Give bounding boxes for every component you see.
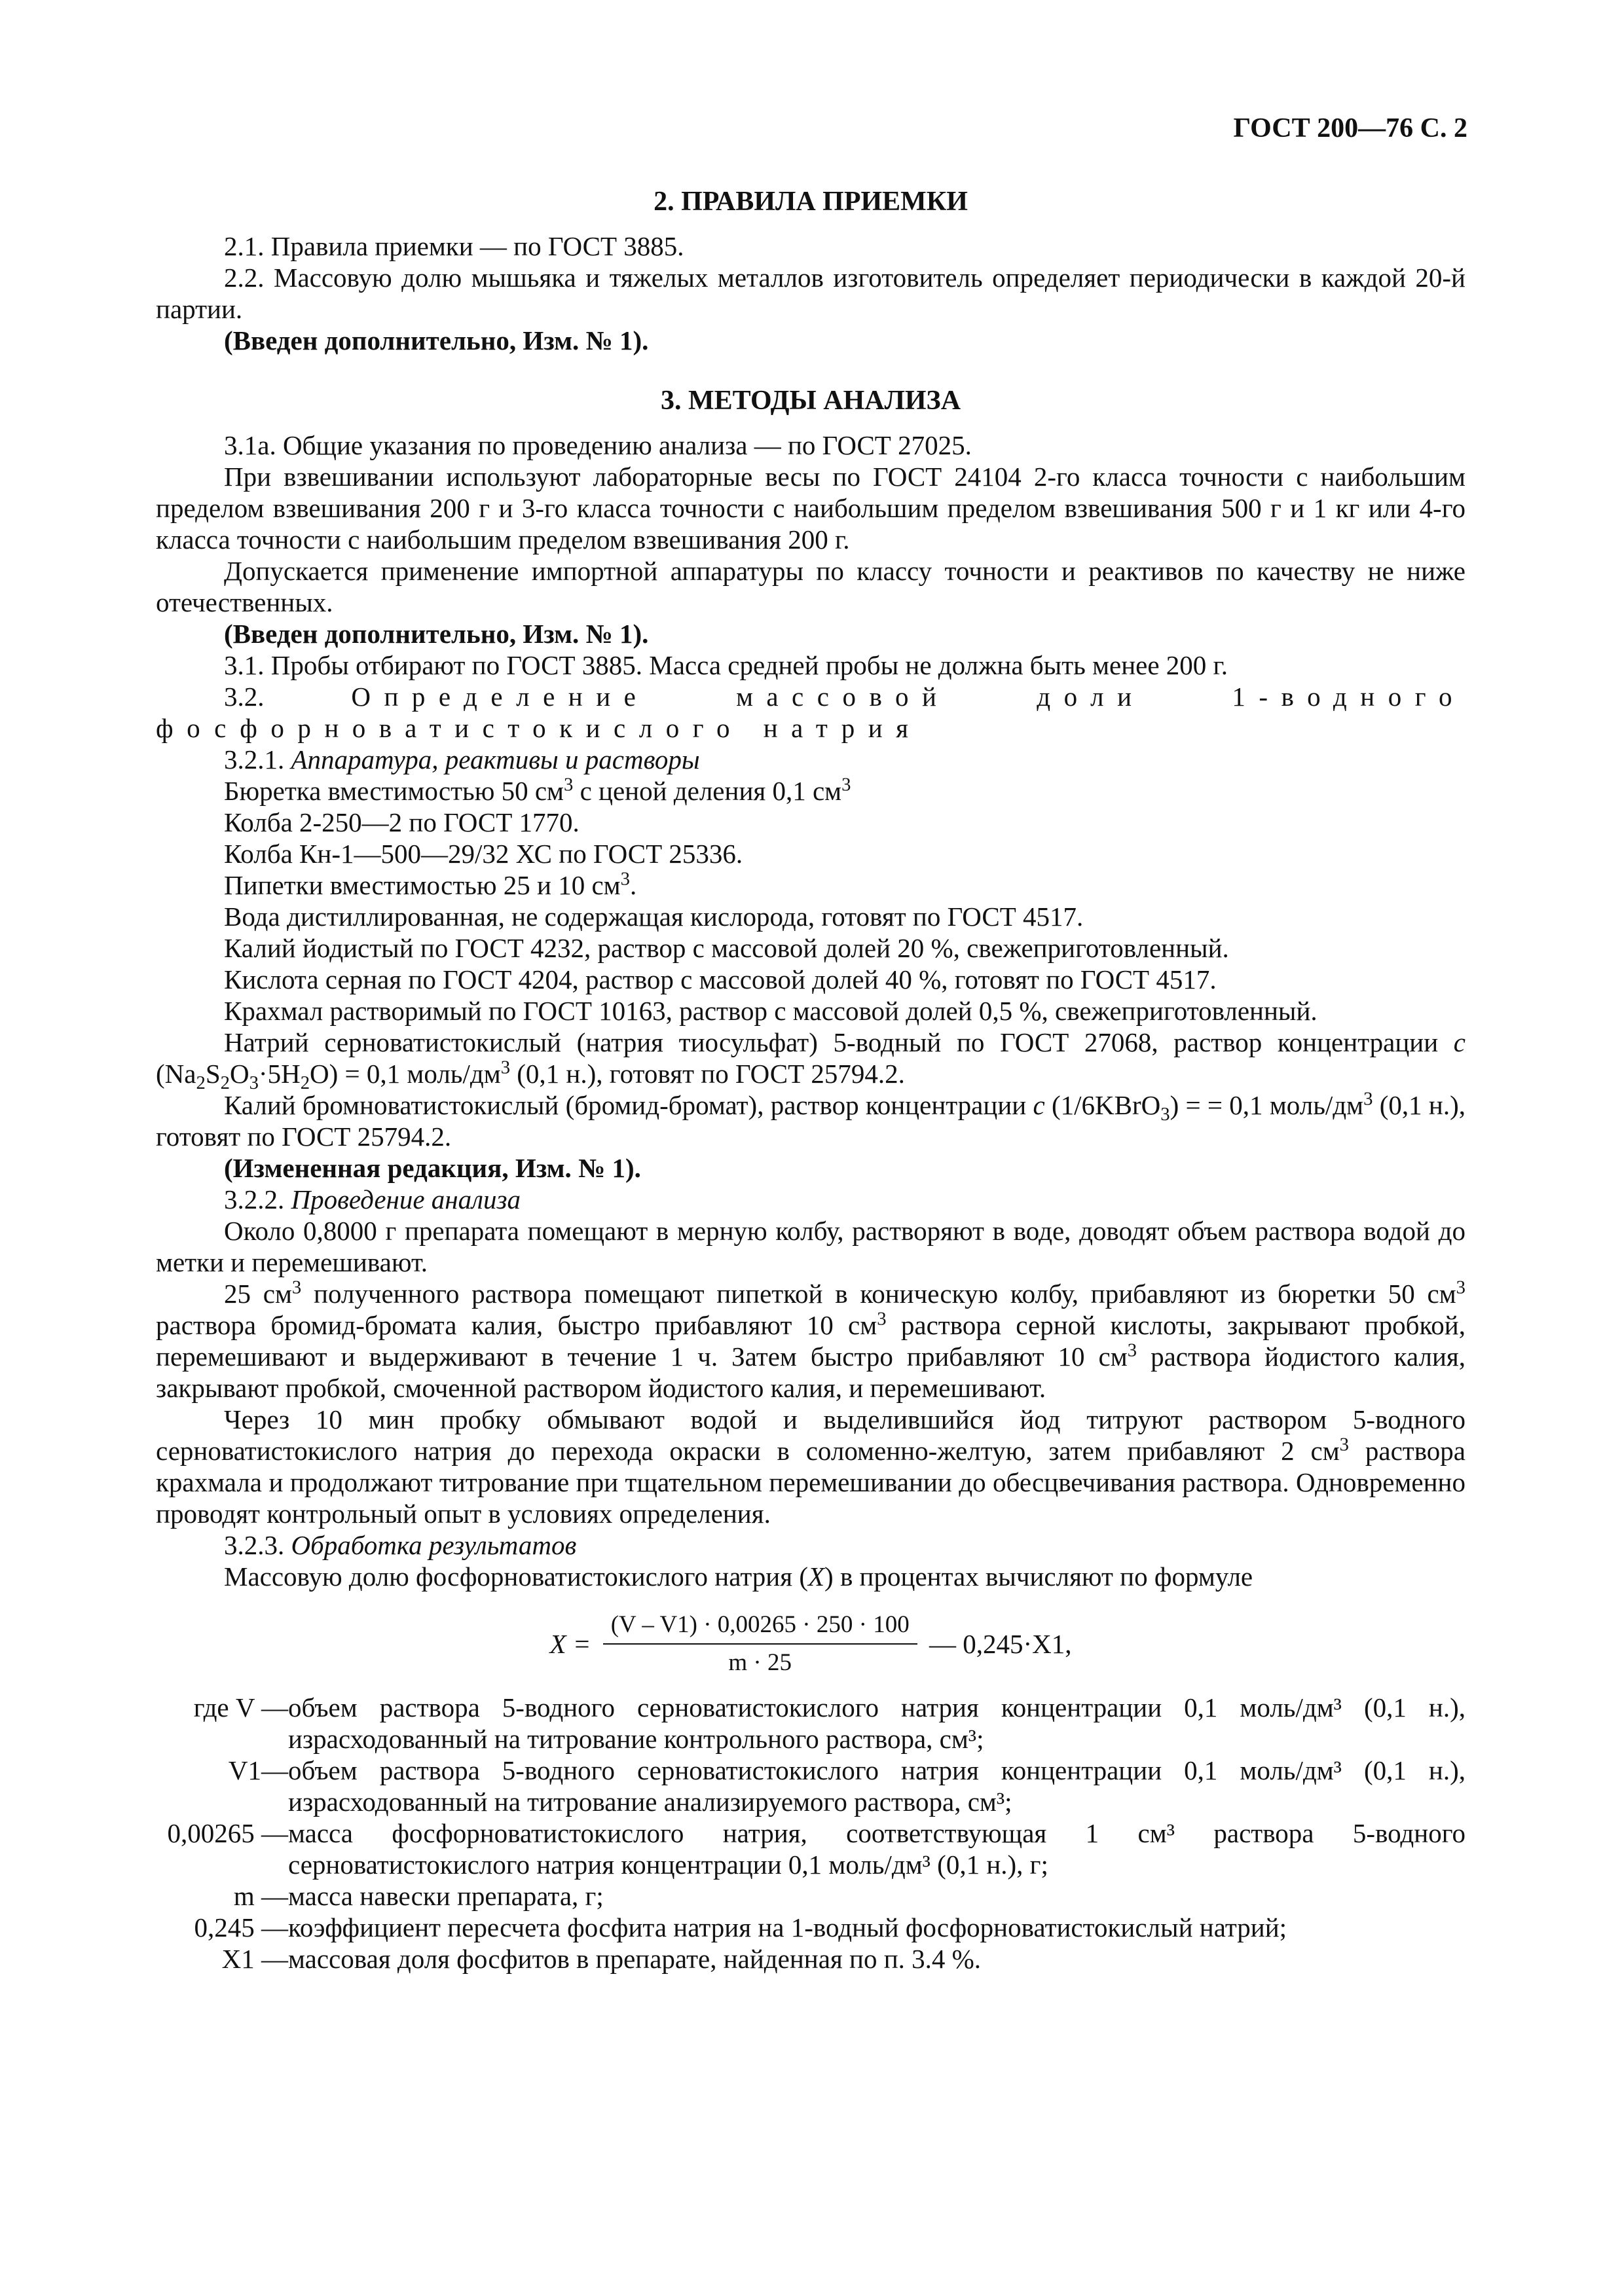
text-run: ·5H <box>258 1059 301 1089</box>
para-2-1: 2.1. Правила приемки — по ГОСТ 3885. <box>224 231 684 261</box>
text-run: Натрий серноватистокислый (натрия тиосульфат) 5-водный по ГОСТ 27068, раствор концентрации <box>224 1027 1454 1057</box>
definition-symbol: 0,245 — <box>194 1912 288 1942</box>
item-ki: Калий йодистый по ГОСТ 4232, раствор с массовой долей 20 %, свежеприготовленный. <box>224 933 1229 963</box>
para-3-2-heading <box>156 681 1465 744</box>
formula-fraction <box>603 1609 917 1679</box>
subscript: 3 <box>1160 1104 1170 1125</box>
superscript: 3 <box>877 1308 887 1330</box>
amendment-note: (Измененная редакция, Изм. № 1). <box>224 1153 641 1183</box>
formula-rhs: — 0,245·X1, <box>929 1629 1072 1659</box>
calculation-intro <box>156 1561 1465 1592</box>
definition-row <box>156 1692 1465 1755</box>
text-run: (1/6KBrO <box>1044 1090 1161 1120</box>
definition-text: массовая доля фосфитов в препарате, найденная по п. 3.4 %. <box>288 1944 982 1974</box>
definition-row <box>156 1912 1465 1943</box>
text-run: . <box>629 870 637 900</box>
text-run: 25 см <box>224 1279 292 1309</box>
item-burette <box>156 775 1465 807</box>
clause-number: 3.2.2. <box>224 1184 285 1214</box>
definition-row <box>156 1880 1465 1912</box>
text-run: раствора серной кислоты, закрывают пробкой, перемешивают и выдерживают в течение 1 ч. Затем быстро прибавляют 10 см <box>156 1310 1465 1372</box>
para-3-1a: 3.1а. Общие указания по проведению анализа — по ГОСТ 27025. <box>224 430 972 460</box>
page-content <box>156 186 1465 1975</box>
superscript: 3 <box>291 1277 302 1298</box>
superscript: 3 <box>500 1057 511 1078</box>
definition-symbol: m — <box>233 1881 288 1911</box>
clause-number: 3.2. <box>224 682 265 712</box>
text-run: O <box>229 1059 249 1089</box>
subscript: 2 <box>300 1072 310 1094</box>
text-run: X <box>808 1561 825 1592</box>
item-starch: Крахмал растворимый по ГОСТ 10163, раствор с массовой долей 0,5 %, свежеприготовленный. <box>224 996 1318 1026</box>
text-run: Калий бромноватистокислый (бромид-бромат), раствор концентрации <box>224 1090 1033 1120</box>
item-thiosulfate <box>156 1027 1465 1094</box>
definition-row <box>156 1943 1465 1975</box>
definition-symbol: 0,00265 — <box>167 1818 288 1848</box>
formula-lhs: X = <box>549 1629 591 1659</box>
amendment-note: (Введен дополнительно, Изм. № 1). <box>224 619 649 649</box>
definition-text: объем раствора 5-водного серноватистокислого натрия концентрации 0,1 моль/дм³ (0,1 н.), израсходованный на титрование контрольного раствора, см³; <box>288 1692 1465 1754</box>
text-run: (0,1 н.), готовят по ГОСТ 25794.2. <box>156 1090 1465 1152</box>
superscript: 3 <box>1363 1088 1373 1110</box>
text-run: S <box>205 1059 221 1089</box>
definition-row <box>156 1755 1465 1817</box>
definition-text: масса фосфорноватистокислого натрия, соответствующая 1 см³ раствора 5-водного серноватистокислого натрия концентрации 0,1 моль/дм³ (0,1 н.), г; <box>288 1818 1465 1880</box>
section-3-title: 3. МЕТОДЫ АНАЛИЗА <box>660 386 961 416</box>
text-run: раствора йодистого калия, закрывают пробкой, смоченной раствором йодистого калия, и перемешивают. <box>156 1341 1466 1403</box>
formula <box>156 1609 1465 1679</box>
text-run: (0,1 н.), готовят по ГОСТ 25794.2. <box>510 1059 905 1089</box>
clause-number: 3.2.3. <box>224 1530 285 1560</box>
superscript: 3 <box>1456 1277 1465 1298</box>
formula-definitions <box>156 1692 1465 1975</box>
amendment-note: (Введен дополнительно, Изм. № 1). <box>224 325 649 355</box>
text-run: раствора крахмала и продолжают титрование при тщательном перемешивании до обесцвечивания раствора. Одновременно проводят контрольный опыт в условиях определения. <box>156 1436 1466 1529</box>
item-flask-1: Колба 2-250—2 по ГОСТ 1770. <box>224 807 580 837</box>
superscript: 3 <box>841 774 851 795</box>
item-pipettes <box>156 869 1465 901</box>
text-run: c <box>1453 1027 1465 1057</box>
text-run: раствора бромид-бромата калия, быстро прибавляют 10 см <box>156 1310 877 1340</box>
superscript: 3 <box>1339 1434 1350 1455</box>
text-run: Через 10 мин пробку обмывают водой и выделившийся йод титруют раствором 5-водного серноватистокислого натрия до перехода окраски в соломенно-желтую, затем прибавляют 2 см <box>156 1404 1465 1466</box>
section-2-title: 2. ПРАВИЛА ПРИЕМКИ <box>654 187 968 217</box>
definition-row <box>156 1817 1465 1880</box>
definition-symbol: где V — <box>193 1692 288 1722</box>
item-flask-2: Колба Кн-1—500—29/32 ХС по ГОСТ 25336. <box>224 839 743 869</box>
text-run: ) в процентах вычисляют по формуле <box>824 1561 1253 1592</box>
formula-denominator: m · 25 <box>728 1649 792 1676</box>
item-sulfuric-acid: Кислота серная по ГОСТ 4204, раствор с массовой долей 40 %, готовят по ГОСТ 4517. <box>224 964 1217 994</box>
clause-number: 3.2.1. <box>224 744 285 774</box>
text-run: (Na <box>156 1059 196 1089</box>
para-import: Допускается применение импортной аппаратуры по классу точности и реактивов по качеству не ниже отечественных. <box>156 556 1465 617</box>
procedure-step-1: Около 0,8000 г препарата помещают в мерную колбу, растворяют в воде, доводят объем раствора водой до метки и перемешивают. <box>156 1216 1465 1277</box>
text-run: O) = 0,1 моль/дм <box>310 1059 501 1089</box>
item-bromide-bromate <box>156 1089 1465 1152</box>
text-run: Массовую долю фосфорноватистокислого натрия ( <box>224 1561 808 1592</box>
para-3-2-2-heading <box>156 1184 1465 1215</box>
text-run: Бюретка вместимостью 50 см <box>224 776 564 806</box>
superscript: 3 <box>563 774 574 795</box>
para-3-2-1-heading <box>156 744 1465 775</box>
running-header: ГОСТ 200—76 С. 2 <box>1233 113 1467 143</box>
clause-title: Определение массовой доли 1-водного фосфорноватистокислого натрия <box>156 682 1466 743</box>
definition-symbol: X1 — <box>221 1944 288 1974</box>
subscript: 2 <box>220 1072 230 1094</box>
para-2-2: 2.2. Массовую долю мышьяка и тяжелых металлов изготовитель определяет периодически в каждой 20-й партии. <box>156 263 1465 324</box>
superscript: 3 <box>1127 1339 1137 1361</box>
text-run: с ценой деления 0,1 см <box>573 776 842 806</box>
clause-title: Аппаратура, реактивы и растворы <box>291 744 700 774</box>
subscript: 3 <box>249 1072 259 1094</box>
procedure-step-2 <box>156 1278 1465 1404</box>
superscript: 3 <box>620 868 630 890</box>
procedure-step-3 <box>156 1404 1465 1529</box>
definition-text: объем раствора 5-водного серноватистокислого натрия концентрации 0,1 моль/дм³ (0,1 н.), израсходованный на титрование анализируемого раствора, см³; <box>288 1755 1465 1817</box>
para-3-1: 3.1. Пробы отбирают по ГОСТ 3885. Масса средней пробы не должна быть менее 200 г. <box>224 650 1228 680</box>
text-run: c <box>1033 1090 1045 1120</box>
text-run: полученного раствора помещают пипеткой в коническую колбу, прибавляют из бюретки 50 см <box>301 1279 1456 1309</box>
formula-numerator: (V – V1) · 0,00265 · 250 · 100 <box>603 1609 917 1645</box>
text-run: Пипетки вместимостью 25 и 10 см <box>224 870 621 900</box>
definition-text: коэффициент пересчета фосфита натрия на 1-водный фосфорноватистокислый натрий; <box>288 1912 1287 1942</box>
definition-text: масса навески препарата, г; <box>288 1881 604 1911</box>
text-run: ) = = 0,1 моль/дм <box>1170 1090 1364 1120</box>
clause-title: Обработка результатов <box>291 1530 577 1560</box>
definition-symbol: V1— <box>228 1755 288 1785</box>
clause-title: Проведение анализа <box>291 1184 521 1214</box>
item-water: Вода дистиллированная, не содержащая кислорода, готовят по ГОСТ 4517. <box>224 902 1084 932</box>
para-3-2-3-heading <box>156 1529 1465 1561</box>
para-weighing: При взвешивании используют лабораторные весы по ГОСТ 24104 2-го класса точности с наибольшим пределом взвешивания 200 г и 3-го класса точности с наибольшим пределом взвешивания 500 г и 1 кг или 4-го класса точности с наибольшим пределом взвешивания 200 г. <box>156 462 1465 555</box>
subscript: 2 <box>196 1072 206 1094</box>
